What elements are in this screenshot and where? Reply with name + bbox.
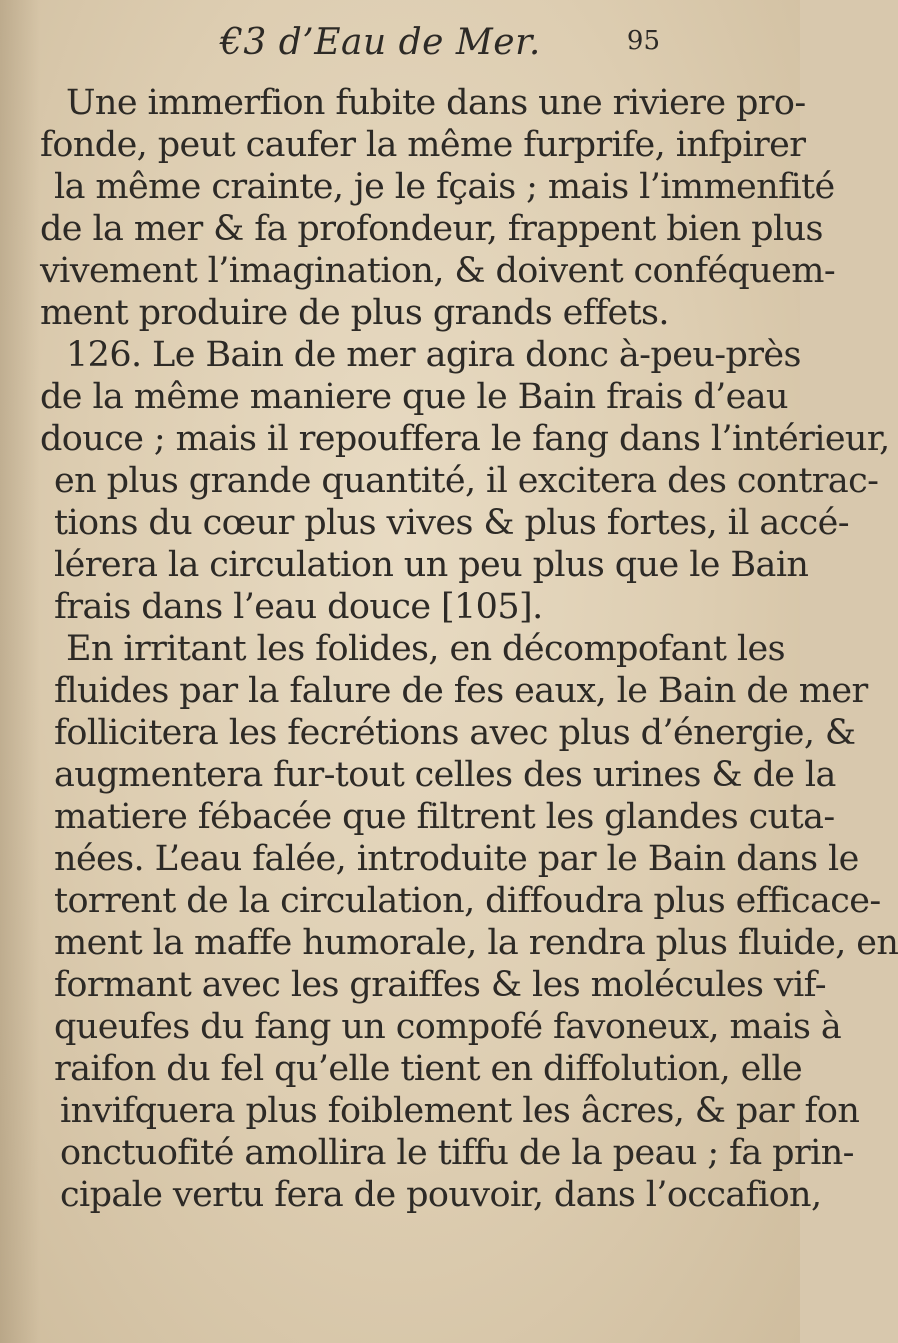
page-number: 95 [626, 26, 660, 56]
text-line: queufes du fang un compofé favoneux, mais à [54, 1007, 842, 1047]
text-line: ment la maffe humorale, la rendra plus fluide, en [54, 923, 898, 963]
text-line: raifon du fel qu’elle tient en diffolution, elle [54, 1049, 803, 1089]
text-line: de la mer & fa profondeur, frappent bien plus [40, 209, 823, 249]
text-line: lérera la circulation un peu plus que le Bain [54, 545, 809, 585]
text-line: douce ; mais il repouffera le fang dans l’intérieur, [40, 419, 890, 459]
text-line: invifquera plus foiblement les âcres, & par fon [60, 1091, 860, 1131]
text-line: la même crainte, je le fçais ; mais l’immenfité [54, 167, 835, 207]
text-line: de la même maniere que le Bain frais d’eau [40, 377, 788, 417]
text-line: formant avec les graiffes & les molécules vif- [54, 965, 826, 1005]
text-line: En irritant les folides, en décompofant les [66, 629, 785, 669]
text-line: vivement l’imagination, & doivent conféquem- [40, 251, 836, 291]
text-line: tions du cœur plus vives & plus fortes, il accé- [54, 503, 849, 543]
body-text [40, 82, 898, 1216]
text-line: ment produire de plus grands effets. [40, 293, 669, 333]
text-line: fluides par la falure de fes eaux, le Bain de mer [54, 671, 868, 711]
text-line: 126. Le Bain de mer agira donc à-peu-près [66, 335, 801, 375]
text-line: nées. L’eau falée, introduite par le Bain dans le [54, 839, 859, 879]
text-line: matiere fébacée que filtrent les glandes cuta- [54, 797, 835, 837]
text-line: torrent de la circulation, diffoudra plus efficace- [54, 881, 881, 921]
page-header [220, 22, 700, 70]
text-line: frais dans l’eau douce [105]. [54, 587, 543, 627]
running-title: €3 d’Eau de Mer. [220, 22, 541, 63]
text-line: onctuofité amollira le tiffu de la peau ; fa prin- [60, 1133, 854, 1173]
text-line: fonde, peut caufer la même furprife, infpirer [40, 125, 806, 165]
text-line: en plus grande quantité, il excitera des contrac- [54, 461, 879, 501]
text-line: Une immerfion fubite dans une riviere pro- [66, 83, 806, 123]
text-line: cipale vertu fera de pouvoir, dans l’occafion, [60, 1175, 822, 1215]
text-line: augmentera fur-tout celles des urines & de la [54, 755, 836, 795]
text-line: follicitera les fecrétions avec plus d’énergie, & [54, 713, 856, 753]
